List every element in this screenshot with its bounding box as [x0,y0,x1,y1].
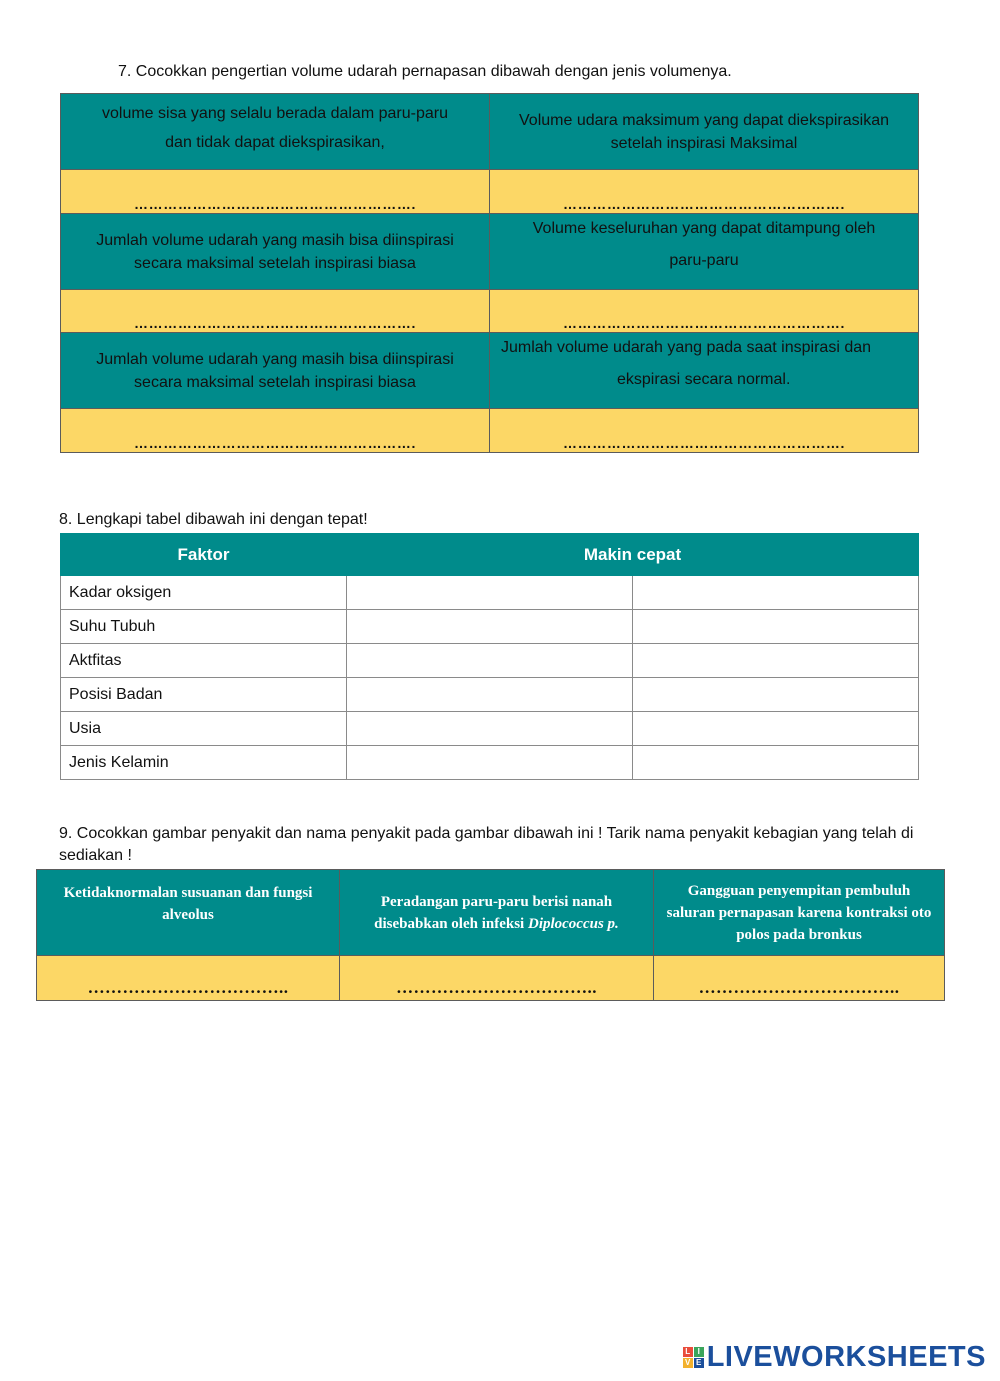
q8-answer-cell[interactable] [347,712,633,746]
q7-answer-row [61,290,919,333]
q8-answer-cell[interactable] [633,712,919,746]
q8-factor-label: Kadar oksigen [61,576,347,610]
q7-def-line: Jumlah volume udarah yang pada saat inspirasi dan [501,339,872,356]
q7-answer-row [61,170,919,214]
q9-description-italic: Diplococcus p. [527,915,619,932]
q7-answer-row [61,409,919,453]
q8-factor-label: Aktfitas [61,644,347,678]
q7-def-line: Jumlah volume udarah yang masih bisa diinspirasi [96,350,454,368]
q9-matching-table [36,869,945,1001]
q8-answer-cell[interactable] [347,644,633,678]
q9-description-cell [340,870,654,956]
q8-title: 8. Lengkapi tabel dibawah ini dengan tepat! [59,511,368,528]
q7-title: 7. Cocokkan pengertian volume udarah pernapasan dibawah dengan jenis volumenya. [118,63,732,80]
q7-def-line: paru-paru [669,252,739,269]
logo-mark-letter: I [694,1347,704,1357]
q8-factor-label: Suhu Tubuh [61,610,347,644]
logo-mark-letter: L [683,1347,693,1357]
q9-answer-blank[interactable]: …………………………….. [654,956,945,1001]
q9-description-cell [37,870,340,956]
q8-factor-label: Posisi Badan [61,678,347,712]
q7-definition-cell [61,214,490,290]
q8-answer-cell[interactable] [633,678,919,712]
q7-definition-cell [490,333,919,409]
q8-answer-cell[interactable] [633,746,919,780]
q7-definition-row [61,94,919,170]
liveworksheets-logo [683,1339,986,1375]
q9-answer-blank[interactable]: …………………………….. [37,956,340,1001]
q7-def-line: Jumlah volume udarah yang masih bisa diinspirasi [96,231,454,249]
logo-text: LIVEWORKSHEETS [706,1340,986,1373]
q7-definition-cell [61,94,490,170]
q8-answer-cell[interactable] [633,610,919,644]
q7-def-line: secara maksimal setelah inspirasi biasa [134,373,416,391]
logo-mark-icon [683,1347,704,1368]
q7-definition-row [61,333,919,409]
q9-description-row [37,870,945,956]
q8-answer-cell[interactable] [347,678,633,712]
q7-def-line: setelah inspirasi Maksimal [610,134,798,152]
q8-table-row [61,712,919,746]
q8-header-row [61,534,919,576]
logo-mark-letter: E [694,1358,704,1368]
q8-factor-label: Jenis Kelamin [61,746,347,780]
q8-table-row [61,610,919,644]
q9-title [59,823,939,867]
q7-def-line: volume sisa yang selalu berada dalam paru-paru [102,104,448,122]
q7-answer-blank[interactable]: …………………………………………………. [490,170,919,214]
q9-description-cell [654,870,945,956]
q8-header-speed: Makin cepat [347,534,919,576]
q7-matching-table [60,93,919,453]
q8-table-row [61,678,919,712]
q7-definition-cell [490,214,919,290]
q7-def-line: dan tidak dapat diekspirasikan, [165,133,385,151]
q8-answer-cell[interactable] [633,644,919,678]
q8-factor-label: Usia [61,712,347,746]
q7-definition-cell [490,94,919,170]
q8-header-factor: Faktor [61,534,347,576]
q8-answer-cell[interactable] [347,746,633,780]
q7-definition-row [61,214,919,290]
q9-answer-row [37,956,945,1001]
q9-title-line: sediakan ! [59,847,132,864]
q9-title-line: 9. Cocokkan gambar penyakit dan nama penyakit pada gambar dibawah ini ! Tarik nama penyakit kebagian yang telah di [59,825,914,842]
q8-table-row [61,644,919,678]
q7-answer-blank[interactable]: …………………………………………………. [61,409,490,453]
q7-answer-blank[interactable]: …………………………………………………. [61,170,490,214]
q7-answer-blank[interactable]: …………………………………………………. [490,290,919,333]
q8-answer-cell[interactable] [347,610,633,644]
q8-answer-cell[interactable] [347,576,633,610]
q7-def-line: secara maksimal setelah inspirasi biasa [134,254,416,272]
q7-def-line: ekspirasi secara normal. [617,371,791,388]
q8-table-row [61,576,919,610]
q8-table-row [61,746,919,780]
q8-answer-cell[interactable] [633,576,919,610]
q7-answer-blank[interactable]: …………………………………………………. [61,290,490,333]
q7-def-line: Volume udara maksimum yang dapat diekspirasikan [519,111,889,129]
logo-mark-letter: V [683,1358,693,1368]
q7-answer-blank[interactable]: …………………………………………………. [490,409,919,453]
q7-definition-cell [61,333,490,409]
q9-description-text: Ketidaknormalan susuanan dan fungsi alveolus [63,885,313,923]
q9-answer-blank[interactable]: …………………………….. [340,956,654,1001]
q9-description-text: Peradangan paru-paru berisi nanah disebabkan oleh infeksi [374,893,613,932]
q8-factor-table [60,533,919,780]
q9-description-text: Gangguan penyempitan pembuluh saluran pernapasan karena kontraksi oto polos pada bronkus [666,882,932,943]
q7-def-line: Volume keseluruhan yang dapat ditampung oleh [532,220,876,237]
